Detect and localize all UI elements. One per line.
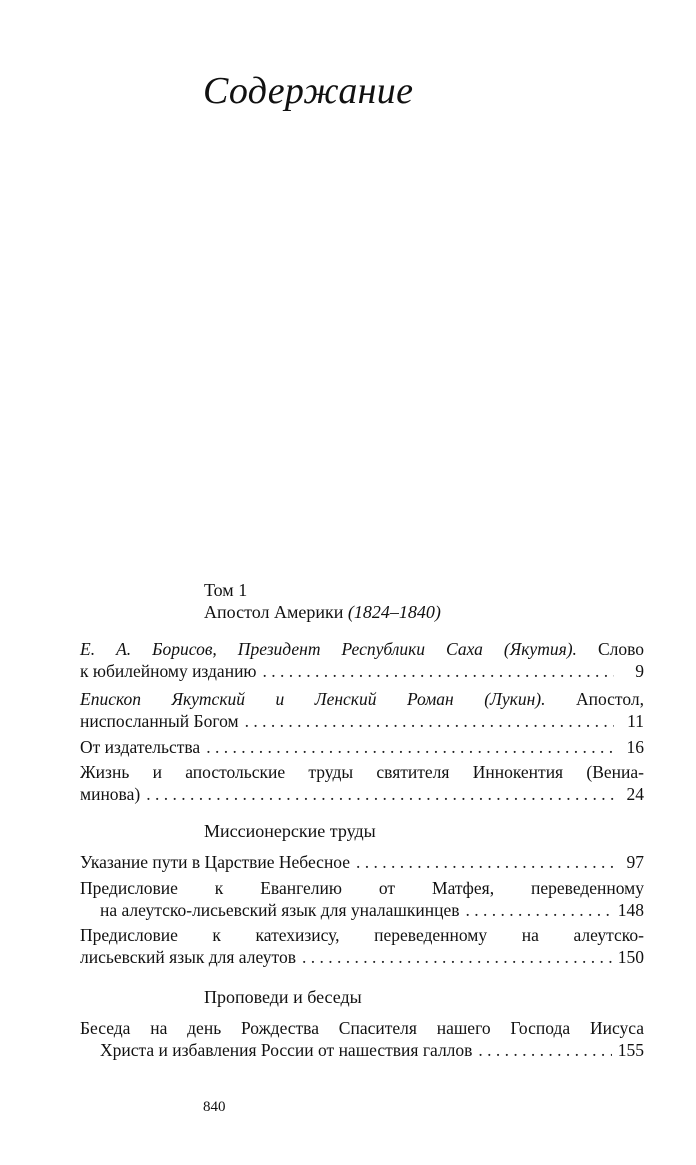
section-heading: Миссионерские труды — [204, 821, 376, 841]
dot-leader — [478, 1039, 611, 1061]
toc-entry-title: Апостол, — [545, 689, 644, 709]
toc-page-number: 150 — [617, 947, 644, 967]
toc-entry-line1: Предисловие к катехизису, переведенному на алеутско- — [80, 925, 644, 945]
toc-entry-line1 — [80, 736, 644, 758]
toc-entry-line1: Предисловие к Евангелию от Матфея, переведенному — [80, 878, 644, 898]
toc-entry-title-cont: минова) — [80, 784, 141, 804]
page-title: Содержание — [203, 70, 414, 112]
toc-entry-line1: Беседа на день Рождества Спасителя нашего Господа Иисуса — [80, 1018, 644, 1038]
dot-leader — [356, 851, 614, 873]
toc-entry-title: От издательства — [80, 737, 201, 757]
toc-page-number: 9 — [635, 661, 644, 681]
toc-entry-line2 — [80, 946, 644, 968]
toc-entry-author: Е. А. Борисов, Президент Республики Саха (Якутия). — [80, 639, 577, 659]
toc-page-number: 11 — [627, 711, 644, 731]
volume-subtitle — [204, 601, 441, 623]
dot-leader — [466, 899, 612, 921]
toc-entry[interactable] — [80, 761, 644, 805]
toc-entry-line1 — [80, 688, 644, 710]
toc-entry[interactable] — [80, 851, 644, 873]
toc-entry[interactable] — [80, 638, 644, 682]
toc-entry-title-cont: ниспосланный Богом — [80, 711, 239, 731]
toc-entry-line1 — [80, 638, 644, 660]
toc-entry-title-cont: к юбилейному изданию — [80, 661, 257, 681]
toc-entry-title-cont: на алеутско-лисьевский язык для уналашкинцев — [100, 900, 460, 920]
toc-entry-title: Указание пути в Царствие Небесное — [80, 852, 351, 872]
toc-entry[interactable] — [80, 877, 644, 921]
toc-page-number: 16 — [626, 737, 644, 757]
section-heading: Проповеди и беседы — [204, 987, 362, 1007]
toc-entry-line2 — [80, 783, 644, 805]
dot-leader — [263, 660, 614, 682]
toc-entry[interactable] — [80, 924, 644, 968]
dot-leader — [146, 783, 614, 805]
toc-entry-line2 — [80, 899, 644, 921]
toc-entry-line2 — [80, 710, 644, 732]
toc-page-number: 24 — [626, 784, 644, 804]
toc-page-number: 97 — [626, 852, 644, 872]
toc-page-number: 155 — [617, 1040, 644, 1060]
page-number-footer: 840 — [203, 1099, 226, 1115]
volume-label: Том 1 — [204, 580, 248, 600]
toc-entry[interactable] — [80, 1017, 644, 1061]
toc-entry-title-cont: Христа и избавления России от нашествия галлов — [100, 1040, 473, 1060]
toc-page-number: 148 — [617, 900, 644, 920]
dot-leader — [245, 710, 614, 732]
toc-entry[interactable] — [80, 736, 644, 758]
toc-entry-line1: Жизнь и апостольские труды святителя Иннокентия (Вениа- — [80, 762, 644, 782]
dot-leader — [302, 946, 612, 968]
toc-entry-author: Епископ Якутский и Ленский Роман (Лукин). — [80, 689, 546, 709]
toc-entry-line2 — [80, 660, 644, 682]
toc-entry-line2 — [80, 1039, 644, 1061]
toc-entry[interactable] — [80, 688, 644, 732]
toc-entry-line1 — [80, 851, 644, 873]
toc-entry-title: Слово — [576, 639, 644, 659]
volume-years: (1824–1840) — [347, 602, 441, 622]
toc-entry-title-cont: лисьевский язык для алеутов — [80, 947, 296, 967]
dot-leader — [206, 736, 614, 758]
volume-subtitle-text: Апостол Америки — [204, 602, 344, 622]
